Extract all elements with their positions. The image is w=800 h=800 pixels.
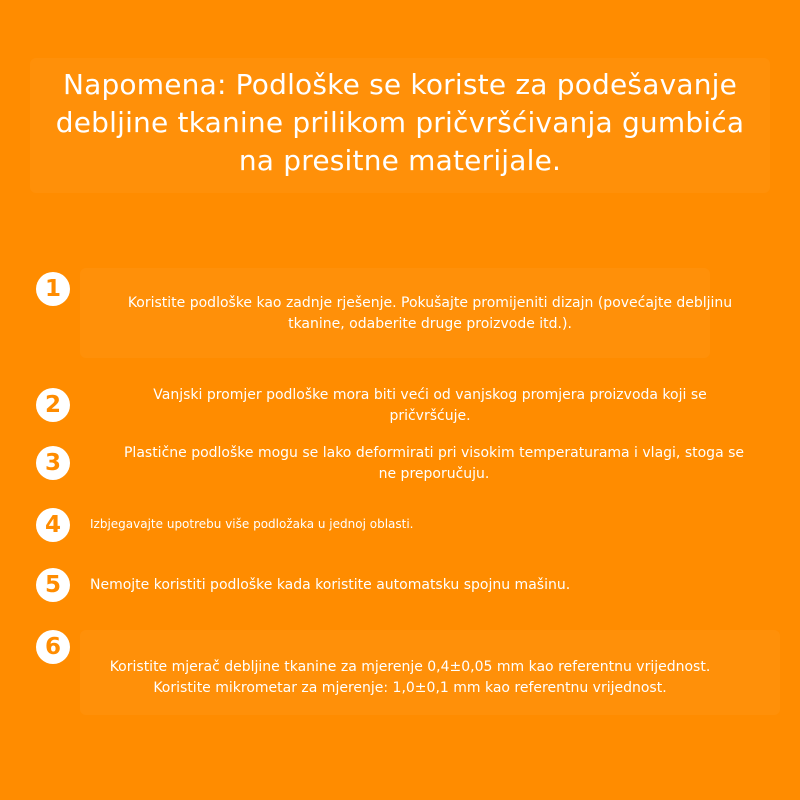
item-text-1: Koristite podloške kao zadnje rješenje. Pokušajte promijeniti dizajn (povećajte debljinu tkanine, odaberite druge proizvode itd.). bbox=[127, 295, 733, 332]
item-text-4: Izbjegavajte upotrebu više podložaka u jednoj oblasti. bbox=[90, 517, 414, 531]
item-text-6: Koristite mjerač debljine tkanine za mjerenje 0,4±0,05 mm kao referentnu vrijednost. Koristite mikrometar za mjerenje: 1,0±0,1 mm kao referentnu vrijednost. bbox=[109, 659, 711, 696]
number-badge-5: 5 bbox=[36, 568, 70, 602]
number-badge-1: 1 bbox=[36, 272, 70, 306]
number-badge-6: 6 bbox=[36, 630, 70, 664]
item-text-2: Vanjski promjer podloške mora biti veći od vanjskog promjera proizvoda koji se pričvršćuje. bbox=[153, 387, 707, 424]
number-badge-4: 4 bbox=[36, 508, 70, 542]
number-badge-3: 3 bbox=[36, 446, 70, 480]
item-text-3: Plastične podloške mogu se lako deformirati pri visokim temperaturama i vlagi, stoga se ne preporučuju. bbox=[123, 445, 745, 482]
number-badge-2: 2 bbox=[36, 388, 70, 422]
item-text-5: Nemojte koristiti podloške kada koristite automatsku spojnu mašinu. bbox=[90, 577, 571, 593]
page-title: Napomena: Podloške se koriste za podešavanje debljine tkanine prilikom pričvršćivanja gumbića na presitne materijale. bbox=[55, 68, 745, 177]
